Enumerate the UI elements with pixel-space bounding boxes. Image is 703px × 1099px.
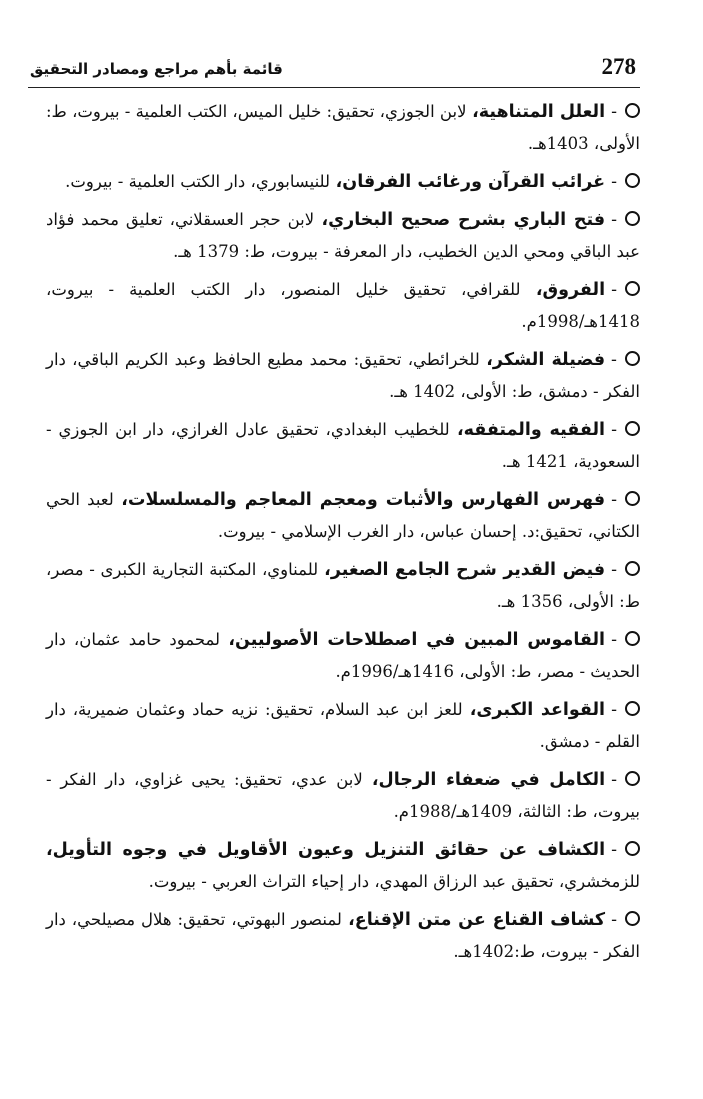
reference-entry xyxy=(46,550,640,620)
entry-dash: - xyxy=(611,770,617,790)
reference-entry xyxy=(46,340,640,410)
entry-title: كشاف القناع عن متن الإقناع، xyxy=(348,910,606,930)
entry-title: الكشاف عن حقائق التنزيل وعيون الأقاويل في وجوه التأويل، xyxy=(46,840,606,860)
reference-entry xyxy=(46,162,640,200)
bullet-icon xyxy=(625,561,640,576)
reference-entry xyxy=(46,760,640,830)
entry-title: فضيلة الشكر، xyxy=(486,350,606,370)
bullet-icon xyxy=(625,173,640,188)
entry-body: للخرائطي، تحقيق: محمد مطيع الحافظ وعبد الكريم الباقي، دار الفكر - دمشق، ط: الأولى، 1402 هـ. xyxy=(46,350,640,401)
bullet-icon xyxy=(625,841,640,856)
reference-entry xyxy=(46,200,640,270)
entry-body: لابن الجوزي، تحقيق: خليل الميس، الكتب العلمية - بيروت، ط: الأولى، 1403هـ. xyxy=(46,102,640,153)
entry-body: للمناوي، المكتبة التجارية الكبرى - مصر، ط: الأولى، 1356 هـ. xyxy=(46,560,640,611)
bullet-icon xyxy=(625,491,640,506)
bullet-icon xyxy=(625,771,640,786)
reference-entry xyxy=(46,410,640,480)
bullet-icon xyxy=(625,351,640,366)
reference-entry xyxy=(46,690,640,760)
page-number: 278 xyxy=(601,54,636,79)
bullet-icon xyxy=(625,701,640,716)
entry-dash: - xyxy=(611,910,617,930)
bullet-icon xyxy=(625,281,640,296)
entry-dash: - xyxy=(611,630,617,650)
bullet-icon xyxy=(625,103,640,118)
entry-body: لابن عدي، تحقيق: يحيى غزاوي، دار الفكر - بيروت، ط: الثالثة، 1409هـ/1988م. xyxy=(46,770,640,821)
entry-dash: - xyxy=(611,420,617,440)
entry-dash: - xyxy=(611,490,617,510)
bullet-icon xyxy=(625,631,640,646)
reference-entry xyxy=(46,270,640,340)
entry-title: الفروق، xyxy=(535,280,606,300)
reference-list xyxy=(46,92,640,970)
reference-entry xyxy=(46,92,640,162)
entry-title: القاموس المبين في اصطلاحات الأصوليين، xyxy=(228,630,606,650)
reference-entry xyxy=(46,480,640,550)
header-divider xyxy=(28,87,640,88)
reference-entry xyxy=(46,830,640,900)
page-header xyxy=(28,46,640,88)
entry-dash: - xyxy=(611,172,617,192)
entry-title: فتح الباري بشرح صحيح البخاري، xyxy=(321,210,606,230)
entry-body: لابن حجر العسقلاني، تعليق محمد فؤاد عبد الباقي ومحي الدين الخطيب، دار المعرفة - بيروت، ط: 1379 هـ. xyxy=(46,210,640,261)
entry-dash: - xyxy=(611,350,617,370)
bullet-icon xyxy=(625,421,640,436)
entry-title: الكامل في ضعفاء الرجال، xyxy=(371,770,606,790)
entry-dash: - xyxy=(611,840,617,860)
entry-dash: - xyxy=(611,210,617,230)
reference-entry xyxy=(46,900,640,970)
entry-title: القواعد الكبرى، xyxy=(469,700,606,720)
bullet-icon xyxy=(625,911,640,926)
entry-body: للقرافي، تحقيق خليل المنصور، دار الكتب العلمية - بيروت، 1418هـ/1998م. xyxy=(46,280,640,331)
entry-title: فهرس الفهارس والأثبات ومعجم المعاجم والمسلسلات، xyxy=(121,490,606,510)
running-title: قائمة بأهم مراجع ومصادر التحقيق xyxy=(30,60,283,78)
entry-body: للنيسابوري، دار الكتب العلمية - بيروت. xyxy=(65,172,331,191)
entry-body: لمحمود حامد عثمان، دار الحديث - مصر، ط: الأولى، 1416هـ/1996م. xyxy=(46,630,640,681)
entry-title: غرائب القرآن ورغائب الفرقان، xyxy=(335,172,606,192)
entry-body: لعبد الحي الكتاني، تحقيق:د. إحسان عباس، دار الغرب الإسلامي - بيروت. xyxy=(46,490,640,541)
entry-body: للخطيب البغدادي، تحقيق عادل الغرازي، دار ابن الجوزي - السعودية، 1421 هـ. xyxy=(46,420,640,471)
entry-dash: - xyxy=(611,102,617,122)
reference-entry xyxy=(46,620,640,690)
entry-title: العلل المتناهية، xyxy=(472,102,606,122)
entry-body: للعز ابن عبد السلام، تحقيق: نزيه حماد وعثمان ضميرية، دار القلم - دمشق. xyxy=(46,700,640,751)
bullet-icon xyxy=(625,211,640,226)
entry-body: لمنصور البهوتي، تحقيق: هلال مصيلحي، دار الفكر - بيروت، ط:1402هـ. xyxy=(46,910,640,961)
entry-dash: - xyxy=(611,560,617,580)
entry-title: فيض القدير شرح الجامع الصغير، xyxy=(324,560,606,580)
entry-body: للزمخشري، تحقيق عبد الرزاق المهدي، دار إحياء التراث العربي - بيروت. xyxy=(148,872,640,891)
entry-dash: - xyxy=(611,280,617,300)
entry-dash: - xyxy=(611,700,617,720)
entry-title: الفقيه والمتفقه، xyxy=(456,420,606,440)
